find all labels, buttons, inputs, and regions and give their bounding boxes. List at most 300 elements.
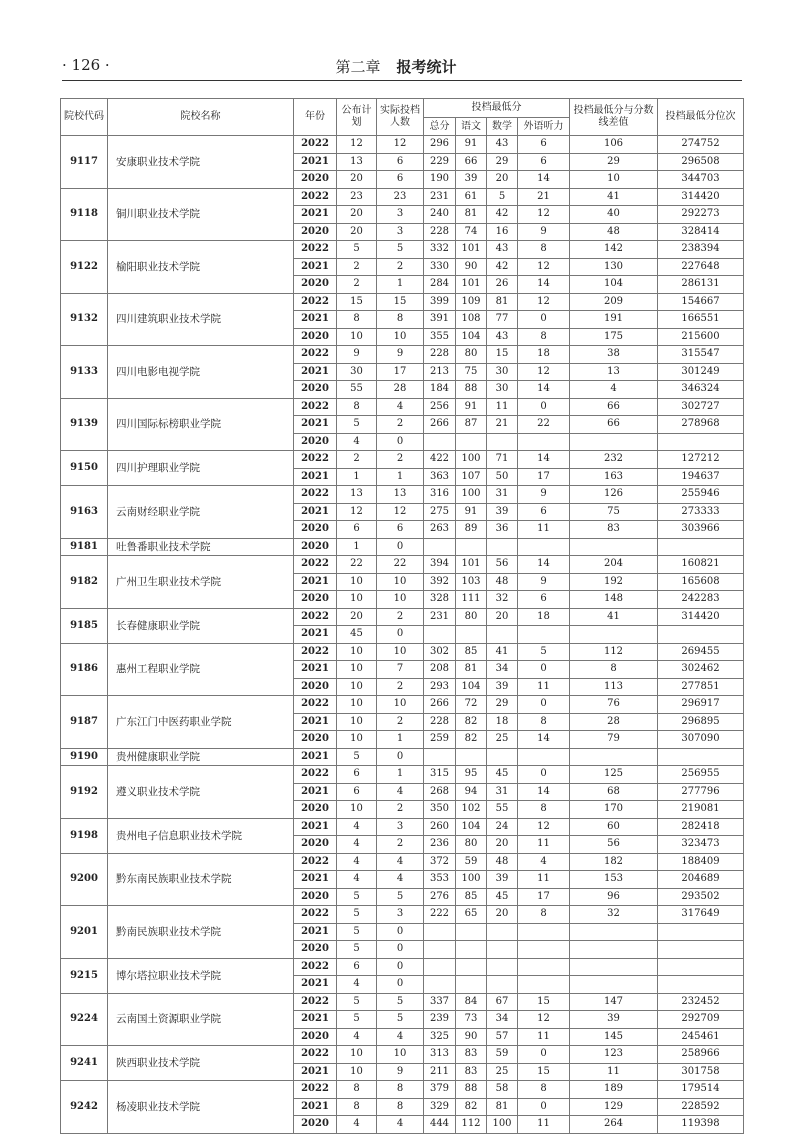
cell-math: 31 <box>487 486 518 504</box>
cell-plan: 20 <box>337 171 377 189</box>
cell-math: 18 <box>487 713 518 731</box>
cell-total: 329 <box>424 1098 456 1116</box>
cell-diff: 145 <box>570 1028 658 1046</box>
cell-listening: 8 <box>518 241 570 259</box>
cell-math: 24 <box>487 818 518 836</box>
cell-year: 2020 <box>294 276 337 294</box>
cell-chinese: 91 <box>456 503 487 521</box>
header-rule <box>62 80 742 81</box>
cell-total: 353 <box>424 871 456 889</box>
table-row <box>61 451 744 469</box>
cell-total: 208 <box>424 661 456 679</box>
cell-diff <box>570 923 658 941</box>
school-name: 惠州工程职业学院 <box>108 643 294 696</box>
cell-diff: 191 <box>570 311 658 329</box>
cell-rank: 292709 <box>658 1011 744 1029</box>
cell-chinese: 102 <box>456 801 487 819</box>
cell-year: 2020 <box>294 836 337 854</box>
table-row <box>61 608 744 626</box>
table-row <box>61 538 744 556</box>
cell-diff: 123 <box>570 1046 658 1064</box>
cell-diff: 148 <box>570 591 658 609</box>
cell-chinese: 81 <box>456 661 487 679</box>
cell-plan: 5 <box>337 1011 377 1029</box>
cell-plan: 10 <box>337 678 377 696</box>
school-code: 9187 <box>61 696 108 749</box>
cell-listening: 12 <box>518 293 570 311</box>
cell-actual: 2 <box>377 451 424 469</box>
cell-diff: 32 <box>570 906 658 924</box>
cell-year: 2020 <box>294 223 337 241</box>
school-name: 四川电影电视学院 <box>108 346 294 399</box>
cell-math: 39 <box>487 678 518 696</box>
cell-diff <box>570 941 658 959</box>
school-code: 9150 <box>61 451 108 486</box>
cell-year: 2022 <box>294 993 337 1011</box>
cell-rank: 323473 <box>658 836 744 854</box>
cell-listening: 0 <box>518 1098 570 1116</box>
school-name: 安康职业技术学院 <box>108 136 294 189</box>
cell-diff: 40 <box>570 206 658 224</box>
cell-diff: 29 <box>570 153 658 171</box>
cell-year: 2021 <box>294 783 337 801</box>
cell-total: 444 <box>424 1116 456 1134</box>
cell-math: 59 <box>487 1046 518 1064</box>
cell-plan: 5 <box>337 923 377 941</box>
cell-plan: 30 <box>337 363 377 381</box>
cell-math: 39 <box>487 503 518 521</box>
cell-actual: 15 <box>377 293 424 311</box>
cell-chinese <box>456 748 487 766</box>
cell-total <box>424 958 456 976</box>
cell-listening: 8 <box>518 713 570 731</box>
cell-actual: 9 <box>377 346 424 364</box>
cell-chinese: 101 <box>456 556 487 574</box>
cell-math: 81 <box>487 1098 518 1116</box>
cell-plan: 12 <box>337 503 377 521</box>
cell-listening: 0 <box>518 766 570 784</box>
cell-actual: 0 <box>377 958 424 976</box>
cell-math: 20 <box>487 171 518 189</box>
col-header-chinese: 语文 <box>456 118 487 136</box>
school-code: 9241 <box>61 1046 108 1081</box>
cell-math: 30 <box>487 363 518 381</box>
cell-chinese: 101 <box>456 241 487 259</box>
cell-year: 2020 <box>294 433 337 451</box>
cell-listening: 0 <box>518 398 570 416</box>
cell-chinese: 107 <box>456 468 487 486</box>
cell-chinese: 88 <box>456 1081 487 1099</box>
cell-total: 228 <box>424 223 456 241</box>
cell-total: 284 <box>424 276 456 294</box>
school-code: 9118 <box>61 188 108 241</box>
cell-diff: 39 <box>570 1011 658 1029</box>
cell-math: 16 <box>487 223 518 241</box>
cell-listening: 11 <box>518 1028 570 1046</box>
cell-chinese: 104 <box>456 678 487 696</box>
cell-diff: 13 <box>570 363 658 381</box>
table-row <box>61 486 744 504</box>
cell-rank: 278968 <box>658 416 744 434</box>
cell-listening: 8 <box>518 801 570 819</box>
cell-listening: 8 <box>518 1081 570 1099</box>
cell-chinese: 112 <box>456 1116 487 1134</box>
cell-listening: 14 <box>518 731 570 749</box>
table-row <box>61 188 744 206</box>
cell-plan: 2 <box>337 276 377 294</box>
school-code: 9201 <box>61 906 108 959</box>
cell-math: 48 <box>487 573 518 591</box>
col-header-rank: 投档最低分位次 <box>658 99 744 136</box>
cell-actual: 3 <box>377 223 424 241</box>
table-row <box>61 556 744 574</box>
cell-chinese: 91 <box>456 136 487 154</box>
cell-plan: 5 <box>337 748 377 766</box>
school-name: 四川护理职业学院 <box>108 451 294 486</box>
cell-chinese: 83 <box>456 1063 487 1081</box>
cell-math: 45 <box>487 766 518 784</box>
cell-total: 276 <box>424 888 456 906</box>
cell-chinese: 73 <box>456 1011 487 1029</box>
cell-rank <box>658 538 744 556</box>
cell-plan: 4 <box>337 976 377 994</box>
cell-actual: 5 <box>377 993 424 1011</box>
cell-listening: 11 <box>518 521 570 539</box>
cell-math: 100 <box>487 1116 518 1134</box>
cell-diff <box>570 958 658 976</box>
table-row <box>61 136 744 154</box>
cell-listening: 22 <box>518 416 570 434</box>
cell-rank: 119398 <box>658 1116 744 1134</box>
cell-math: 48 <box>487 853 518 871</box>
school-name: 铜川职业技术学院 <box>108 188 294 241</box>
cell-plan: 10 <box>337 591 377 609</box>
cell-diff: 8 <box>570 661 658 679</box>
cell-total <box>424 626 456 644</box>
cell-listening: 11 <box>518 871 570 889</box>
cell-rank: 317649 <box>658 906 744 924</box>
cell-rank: 232452 <box>658 993 744 1011</box>
cell-rank: 188409 <box>658 853 744 871</box>
cell-actual: 0 <box>377 626 424 644</box>
cell-chinese: 84 <box>456 993 487 1011</box>
chapter-title: 报考统计 <box>396 58 457 76</box>
cell-plan: 5 <box>337 941 377 959</box>
cell-total: 332 <box>424 241 456 259</box>
school-name: 吐鲁番职业技术学院 <box>108 538 294 556</box>
cell-total <box>424 433 456 451</box>
cell-math: 5 <box>487 188 518 206</box>
cell-chinese: 89 <box>456 521 487 539</box>
cell-rank: 277796 <box>658 783 744 801</box>
cell-listening: 14 <box>518 171 570 189</box>
table-row <box>61 1081 744 1099</box>
cell-rank: 258966 <box>658 1046 744 1064</box>
cell-year: 2021 <box>294 626 337 644</box>
cell-diff: 28 <box>570 713 658 731</box>
cell-chinese <box>456 976 487 994</box>
cell-listening: 6 <box>518 136 570 154</box>
cell-listening: 0 <box>518 696 570 714</box>
cell-diff: 175 <box>570 328 658 346</box>
cell-math: 21 <box>487 416 518 434</box>
cell-rank: 296917 <box>658 696 744 714</box>
cell-math: 20 <box>487 906 518 924</box>
cell-diff: 112 <box>570 643 658 661</box>
cell-rank: 307090 <box>658 731 744 749</box>
cell-math: 45 <box>487 888 518 906</box>
cell-plan: 20 <box>337 608 377 626</box>
cell-chinese: 104 <box>456 328 487 346</box>
cell-actual: 10 <box>377 328 424 346</box>
table-body <box>61 136 744 1134</box>
cell-plan: 10 <box>337 573 377 591</box>
cell-listening <box>518 433 570 451</box>
cell-plan: 55 <box>337 381 377 399</box>
cell-plan: 1 <box>337 468 377 486</box>
cell-rank: 242283 <box>658 591 744 609</box>
cell-actual: 2 <box>377 713 424 731</box>
cell-listening <box>518 976 570 994</box>
school-code: 9117 <box>61 136 108 189</box>
school-code: 9215 <box>61 958 108 993</box>
cell-listening: 11 <box>518 836 570 854</box>
cell-total: 260 <box>424 818 456 836</box>
cell-total <box>424 923 456 941</box>
cell-year: 2022 <box>294 643 337 661</box>
cell-rank: 160821 <box>658 556 744 574</box>
cell-actual: 12 <box>377 136 424 154</box>
cell-actual: 10 <box>377 591 424 609</box>
cell-actual: 4 <box>377 783 424 801</box>
table-row <box>61 241 744 259</box>
cell-actual: 0 <box>377 976 424 994</box>
table-row <box>61 906 744 924</box>
cell-plan: 10 <box>337 643 377 661</box>
cell-math: 30 <box>487 381 518 399</box>
cell-plan: 10 <box>337 661 377 679</box>
school-name: 四川国际标榜职业学院 <box>108 398 294 451</box>
cell-math: 42 <box>487 258 518 276</box>
cell-rank: 154667 <box>658 293 744 311</box>
table-header <box>61 99 744 136</box>
cell-math: 36 <box>487 521 518 539</box>
cell-plan: 5 <box>337 993 377 1011</box>
cell-rank: 296508 <box>658 153 744 171</box>
cell-plan: 8 <box>337 1081 377 1099</box>
cell-total: 363 <box>424 468 456 486</box>
cell-chinese: 104 <box>456 818 487 836</box>
cell-actual: 1 <box>377 766 424 784</box>
school-name: 黔南民族职业技术学院 <box>108 906 294 959</box>
cell-actual: 10 <box>377 573 424 591</box>
cell-listening: 12 <box>518 206 570 224</box>
school-code: 9198 <box>61 818 108 853</box>
col-header-actual: 实际投档人数 <box>377 99 424 136</box>
cell-rank <box>658 941 744 959</box>
school-name: 榆阳职业技术学院 <box>108 241 294 294</box>
cell-math: 71 <box>487 451 518 469</box>
cell-rank: 315547 <box>658 346 744 364</box>
cell-total: 236 <box>424 836 456 854</box>
cell-plan: 4 <box>337 871 377 889</box>
cell-math: 31 <box>487 783 518 801</box>
cell-year: 2021 <box>294 416 337 434</box>
cell-total: 313 <box>424 1046 456 1064</box>
cell-math: 43 <box>487 136 518 154</box>
school-name: 博尔塔拉职业技术学院 <box>108 958 294 993</box>
cell-math <box>487 976 518 994</box>
cell-actual: 23 <box>377 188 424 206</box>
cell-total: 228 <box>424 713 456 731</box>
cell-chinese: 90 <box>456 258 487 276</box>
school-name: 贵州电子信息职业技术学院 <box>108 818 294 853</box>
cell-chinese: 74 <box>456 223 487 241</box>
cell-math <box>487 958 518 976</box>
cell-year: 2020 <box>294 1116 337 1134</box>
cell-chinese: 100 <box>456 486 487 504</box>
cell-listening: 18 <box>518 346 570 364</box>
cell-chinese: 80 <box>456 836 487 854</box>
cell-plan: 4 <box>337 1028 377 1046</box>
cell-plan: 6 <box>337 521 377 539</box>
cell-chinese: 91 <box>456 398 487 416</box>
cell-actual: 10 <box>377 643 424 661</box>
cell-actual: 5 <box>377 1011 424 1029</box>
cell-plan: 10 <box>337 801 377 819</box>
cell-rank <box>658 748 744 766</box>
cell-rank <box>658 433 744 451</box>
cell-year: 2020 <box>294 521 337 539</box>
cell-actual: 1 <box>377 276 424 294</box>
cell-total: 325 <box>424 1028 456 1046</box>
cell-actual: 3 <box>377 818 424 836</box>
cell-total <box>424 748 456 766</box>
cell-total: 190 <box>424 171 456 189</box>
cell-chinese: 39 <box>456 171 487 189</box>
cell-actual: 2 <box>377 416 424 434</box>
cell-total: 259 <box>424 731 456 749</box>
cell-year: 2021 <box>294 153 337 171</box>
cell-total <box>424 976 456 994</box>
cell-plan: 2 <box>337 451 377 469</box>
table-row <box>61 766 744 784</box>
cell-math: 57 <box>487 1028 518 1046</box>
cell-chinese: 88 <box>456 381 487 399</box>
cell-actual: 6 <box>377 521 424 539</box>
cell-plan: 20 <box>337 223 377 241</box>
col-header-math: 数学 <box>487 118 518 136</box>
cell-diff: 60 <box>570 818 658 836</box>
cell-plan: 10 <box>337 696 377 714</box>
cell-plan: 13 <box>337 486 377 504</box>
cell-total: 266 <box>424 696 456 714</box>
cell-total: 316 <box>424 486 456 504</box>
cell-math: 42 <box>487 206 518 224</box>
cell-year: 2020 <box>294 801 337 819</box>
cell-math: 34 <box>487 1011 518 1029</box>
cell-plan: 6 <box>337 958 377 976</box>
cell-actual: 2 <box>377 801 424 819</box>
school-code: 9190 <box>61 748 108 766</box>
school-name: 贵州健康职业学院 <box>108 748 294 766</box>
cell-plan: 1 <box>337 538 377 556</box>
cell-actual: 7 <box>377 661 424 679</box>
cell-actual: 0 <box>377 941 424 959</box>
cell-diff: 113 <box>570 678 658 696</box>
school-code: 9192 <box>61 766 108 819</box>
cell-actual: 28 <box>377 381 424 399</box>
cell-rank: 274752 <box>658 136 744 154</box>
cell-actual: 2 <box>377 608 424 626</box>
school-name: 长春健康职业学院 <box>108 608 294 643</box>
cell-listening: 14 <box>518 556 570 574</box>
cell-diff: 192 <box>570 573 658 591</box>
cell-math: 32 <box>487 591 518 609</box>
cell-chinese: 83 <box>456 1046 487 1064</box>
cell-listening: 4 <box>518 853 570 871</box>
cell-actual: 6 <box>377 153 424 171</box>
school-code: 9122 <box>61 241 108 294</box>
cell-chinese: 81 <box>456 206 487 224</box>
cell-math: 26 <box>487 276 518 294</box>
cell-rank: 269455 <box>658 643 744 661</box>
cell-rank <box>658 626 744 644</box>
cell-actual: 8 <box>377 311 424 329</box>
cell-rank: 255946 <box>658 486 744 504</box>
cell-plan: 8 <box>337 398 377 416</box>
cell-listening <box>518 941 570 959</box>
school-code: 9139 <box>61 398 108 451</box>
cell-math: 77 <box>487 311 518 329</box>
cell-total: 379 <box>424 1081 456 1099</box>
table-row <box>61 958 744 976</box>
cell-year: 2021 <box>294 748 337 766</box>
cell-chinese: 59 <box>456 853 487 871</box>
cell-math: 43 <box>487 328 518 346</box>
cell-diff: 83 <box>570 521 658 539</box>
cell-chinese: 82 <box>456 713 487 731</box>
cell-actual: 6 <box>377 171 424 189</box>
cell-rank: 238394 <box>658 241 744 259</box>
cell-total: 275 <box>424 503 456 521</box>
cell-plan: 4 <box>337 836 377 854</box>
cell-listening: 12 <box>518 258 570 276</box>
cell-chinese <box>456 923 487 941</box>
cell-actual: 8 <box>377 1098 424 1116</box>
cell-total: 184 <box>424 381 456 399</box>
cell-year: 2021 <box>294 923 337 941</box>
cell-year: 2021 <box>294 311 337 329</box>
cell-year: 2020 <box>294 888 337 906</box>
cell-rank: 301758 <box>658 1063 744 1081</box>
cell-year: 2022 <box>294 608 337 626</box>
cell-chinese: 90 <box>456 1028 487 1046</box>
cell-year: 2021 <box>294 206 337 224</box>
cell-diff <box>570 976 658 994</box>
cell-actual: 2 <box>377 836 424 854</box>
cell-year: 2021 <box>294 573 337 591</box>
cell-listening <box>518 626 570 644</box>
cell-diff: 170 <box>570 801 658 819</box>
cell-chinese: 100 <box>456 871 487 889</box>
cell-listening: 6 <box>518 591 570 609</box>
cell-total: 231 <box>424 608 456 626</box>
cell-year: 2022 <box>294 1081 337 1099</box>
cell-math: 29 <box>487 696 518 714</box>
cell-total: 231 <box>424 188 456 206</box>
school-name: 遵义职业技术学院 <box>108 766 294 819</box>
